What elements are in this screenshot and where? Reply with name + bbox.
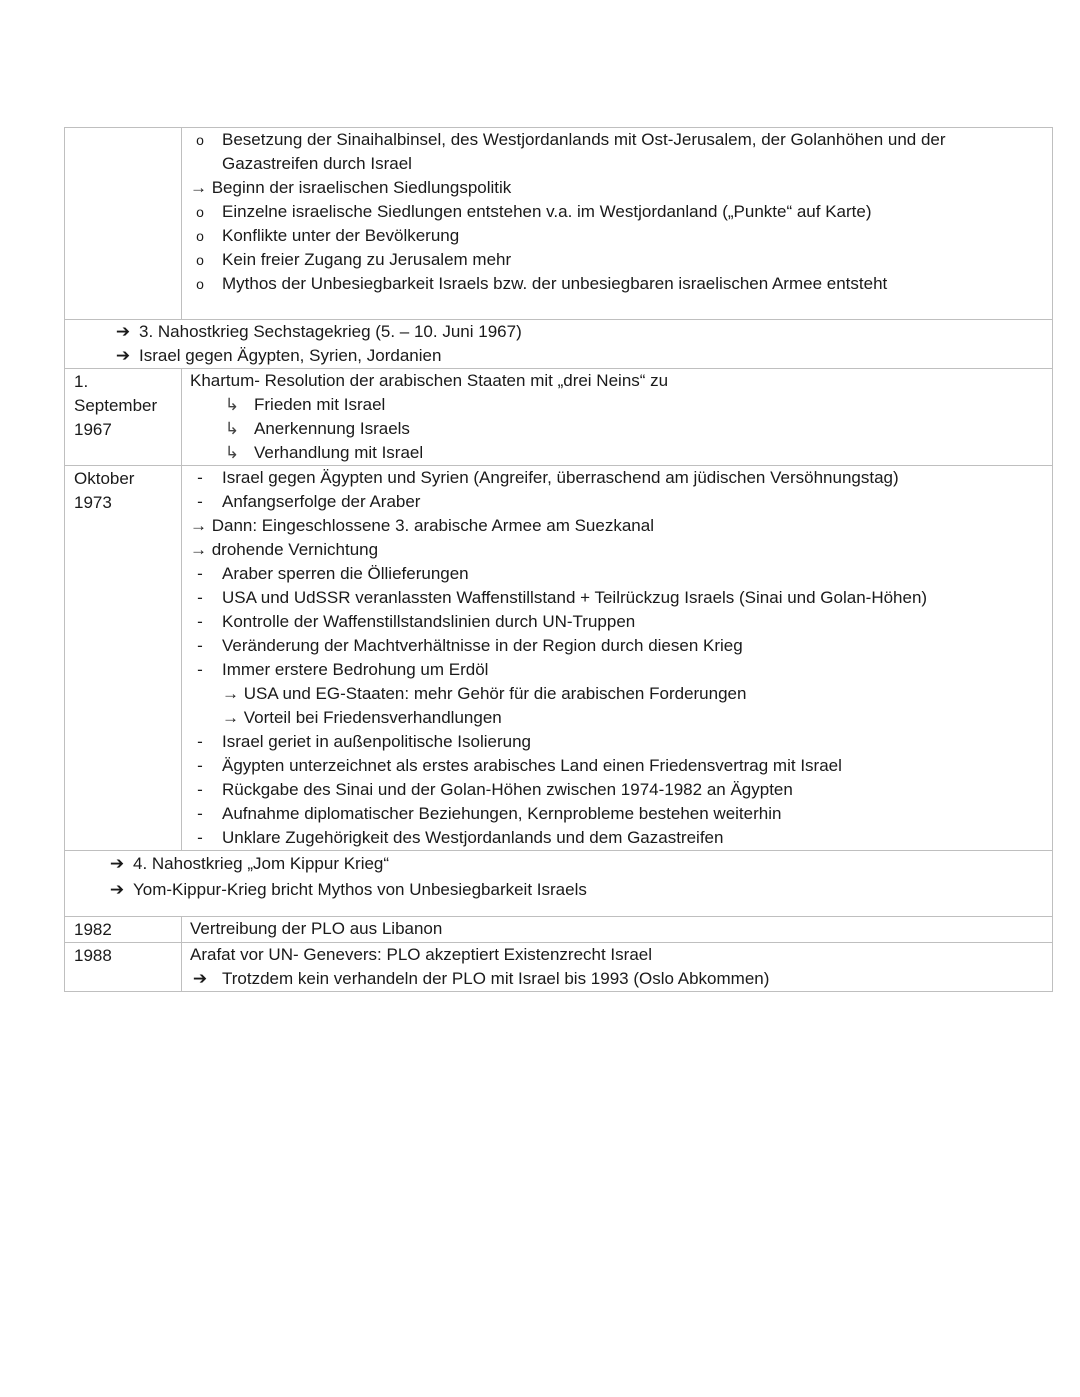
list-item-continuation: Gazastreifen durch Israel	[222, 154, 412, 173]
dash-bullet-icon: -	[197, 612, 203, 631]
list-item: - Immer erstere Bedrohung um Erdöl	[190, 658, 1046, 682]
content-cell	[182, 128, 1053, 320]
arrow-right-icon: ➔	[109, 854, 125, 873]
arrow-right-icon: ➔	[192, 969, 208, 988]
table-row	[65, 851, 1053, 917]
content-cell	[182, 369, 1053, 466]
dash-bullet-icon: -	[197, 732, 203, 751]
arrow-point: ➔ Trotzdem kein verhandeln der PLO mit Israel bis 1993 (Oslo Abkommen)	[190, 967, 1046, 991]
list-item: - Israel geriet in außenpolitische Isolierung	[190, 730, 1046, 754]
circle-bullet-icon: o	[196, 276, 204, 292]
list-item: o Besetzung der Sinaihalbinsel, des Westjordanlands mit Ost-Jerusalem, der Golanhöhen und der	[190, 128, 1046, 152]
date-cell: 1. September 1967	[65, 369, 182, 466]
table-row	[65, 466, 1053, 851]
dash-bullet-icon: -	[197, 492, 203, 511]
circle-bullet-icon: o	[196, 228, 204, 244]
hook-arrow-icon: ↳	[224, 395, 240, 414]
summary-cell	[65, 320, 1053, 369]
list-item: - USA und UdSSR veranlassten Waffenstillstand + Teilrückzug Israels (Sinai und Golan-Höhen)	[190, 586, 1046, 610]
arrow-point: ➔ Yom-Kippur-Krieg bricht Mythos von Unbesiegbarkeit Israels	[107, 878, 1052, 902]
date-cell: Oktober 1973	[65, 466, 182, 851]
dash-bullet-icon: -	[197, 564, 203, 583]
arrow-right-icon: ➔	[109, 880, 125, 899]
list-item: o Einzelne israelische Siedlungen entstehen v.a. im Westjordanland („Punkte“ auf Karte)	[190, 200, 1046, 224]
list-item: - Ägypten unterzeichnet als erstes arabisches Land einen Friedensvertrag mit Israel	[190, 754, 1046, 778]
list-item: - Anfangserfolge der Araber	[190, 490, 1046, 514]
date-cell: 1988	[65, 943, 182, 992]
arrow-right-icon: ➔	[115, 322, 131, 341]
dash-bullet-icon: -	[197, 780, 203, 799]
list-item: o Konflikte unter der Bevölkerung	[190, 224, 1046, 248]
table-row	[65, 320, 1053, 369]
arrow-point: ➔ 3. Nahostkrieg Sechstagekrieg (5. – 10. Juni 1967)	[113, 320, 1052, 344]
list-item: - Aufnahme diplomatischer Beziehungen, Kernprobleme bestehen weiterhin	[190, 802, 1046, 826]
dash-bullet-icon: -	[197, 468, 203, 487]
dash-bullet-icon: -	[197, 756, 203, 775]
circle-bullet-icon: o	[196, 252, 204, 268]
dash-bullet-icon: -	[197, 660, 203, 679]
list-item: o Kein freier Zugang zu Jerusalem mehr	[190, 248, 1046, 272]
hook-arrow-icon: ↳	[224, 419, 240, 438]
arrow-note: → Beginn der israelischen Siedlungspolitik	[190, 178, 512, 197]
list-item: ↳ Verhandlung mit Israel	[190, 441, 1046, 465]
hook-arrow-icon: ↳	[224, 443, 240, 462]
resolution-intro: Khartum- Resolution der arabischen Staaten mit „drei Neins“ zu	[190, 371, 669, 390]
dash-bullet-icon: -	[197, 588, 203, 607]
table-row	[65, 917, 1053, 943]
list-item: - Kontrolle der Waffenstillstandslinien durch UN-Truppen	[190, 610, 1046, 634]
list-item: - Araber sperren die Öllieferungen	[190, 562, 1046, 586]
list-item: - Israel gegen Ägypten und Syrien (Angreifer, überraschend am jüdischen Versöhnungstag)	[190, 466, 1046, 490]
circle-bullet-icon: o	[196, 132, 204, 148]
sub-arrow-note: → Vorteil bei Friedensverhandlungen	[222, 708, 502, 727]
arrow-point: ➔ Israel gegen Ägypten, Syrien, Jordanien	[113, 344, 1052, 368]
list-item: ↳ Anerkennung Israels	[190, 417, 1046, 441]
content-cell: Arafat vor UN- Genevers: PLO akzeptiert Existenzrecht Israel ➔ Trotzdem kein verhandeln der PLO mit Israel bis 1993 (Oslo Abkommen)	[182, 943, 1053, 992]
list-item: ↳ Frieden mit Israel	[190, 393, 1046, 417]
table-row	[65, 369, 1053, 466]
circle-bullet-icon: o	[196, 204, 204, 220]
arrow-note: → drohende Vernichtung	[190, 540, 379, 559]
date-cell: 1982	[65, 917, 182, 943]
summary-cell	[65, 851, 1053, 917]
arrow-note: → Dann: Eingeschlossene 3. arabische Armee am Suezkanal	[190, 516, 654, 535]
content-cell	[182, 466, 1053, 851]
list-item: - Rückgabe des Sinai und der Golan-Höhen zwischen 1974-1982 an Ägypten	[190, 778, 1046, 802]
dash-bullet-icon: -	[197, 828, 203, 847]
arrow-right-icon: ➔	[115, 346, 131, 365]
sub-arrow-note: → USA und EG-Staaten: mehr Gehör für die arabischen Forderungen	[222, 684, 747, 703]
table-row	[65, 943, 1053, 992]
content-cell: Vertreibung der PLO aus Libanon	[182, 917, 1053, 943]
table-row	[65, 128, 1053, 320]
dash-bullet-icon: -	[197, 804, 203, 823]
timeline-table	[64, 127, 1053, 992]
arrow-point: ➔ 4. Nahostkrieg „Jom Kippur Krieg“	[107, 852, 1052, 876]
dash-bullet-icon: -	[197, 636, 203, 655]
list-item: - Unklare Zugehörigkeit des Westjordanlands und dem Gazastreifen	[190, 826, 1046, 850]
date-cell	[65, 128, 182, 320]
list-item: o Mythos der Unbesiegbarkeit Israels bzw. der unbesiegbaren israelischen Armee entsteht	[190, 272, 1046, 296]
list-item: - Veränderung der Machtverhältnisse in der Region durch diesen Krieg	[190, 634, 1046, 658]
